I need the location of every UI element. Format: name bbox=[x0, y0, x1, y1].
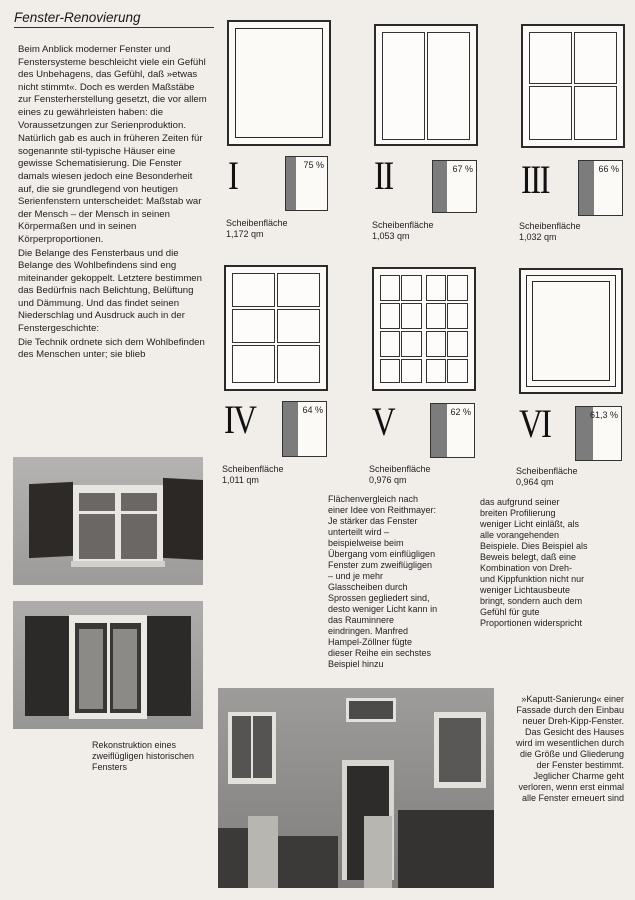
caption-value: 0,964 qm bbox=[516, 477, 554, 487]
reconstructed-window-photo bbox=[13, 601, 203, 729]
caption-label: Scheibenfläche bbox=[519, 221, 581, 231]
glass-area-caption bbox=[372, 220, 434, 242]
glass-area-caption bbox=[369, 464, 431, 486]
frame-share-fill bbox=[433, 161, 447, 212]
window-numeral: II bbox=[374, 153, 393, 198]
frame-share-fill bbox=[431, 404, 447, 457]
intro-paragraph: Die Technik ordnete sich dem Wohlbefinden des Menschen unter; sie blieb bbox=[18, 336, 205, 361]
glass-ratio-box bbox=[575, 406, 622, 461]
frame-share-fill bbox=[579, 161, 594, 215]
glass-area-caption bbox=[222, 464, 284, 486]
window-numeral: IV bbox=[224, 397, 256, 442]
glass-percent: 66 % bbox=[598, 164, 619, 174]
glass-ratio-box bbox=[432, 160, 477, 213]
caption-value: 1,053 qm bbox=[372, 231, 410, 241]
caption-value: 1,172 qm bbox=[226, 229, 264, 239]
facade-caption: »Kaputt-Sanierung« einer Fassade durch den Einbau neuer Dreh-Kipp-Fenster. Das Gesicht des Hauses wird im wesentlichen durch die Größe und Gliederung der Fenster bestimmt. Jeglicher Charme geht verloren, wenn erst einmal alle Fenster erneuert sind bbox=[515, 694, 624, 803]
glass-ratio-box bbox=[282, 401, 327, 457]
photo-caption: Rekonstruktion eines zweiflügligen historischen Fensters bbox=[92, 740, 195, 772]
comparison-note: Flächenvergleich nach einer Idee von Reithmayer: Je stärker das Fenster unterteilt wird – beispielweise beim Übergang vom einflügligen Fenster zum zweiflügligen – und je mehr Glasscheiben durch Sprossen gegliedert sind, desto weniger Licht kann in das Rauminnere eindringen. Manfred Hampel-Zöllner fügte dieser Reihe ein sechstes Beispiel hinzu bbox=[328, 494, 438, 669]
glass-area-caption bbox=[226, 218, 288, 240]
frame-share-fill bbox=[286, 157, 296, 210]
frame-share-fill bbox=[283, 402, 298, 456]
glass-ratio-box bbox=[430, 403, 475, 458]
glass-area-caption bbox=[516, 466, 578, 488]
window-drawing-1 bbox=[227, 20, 331, 146]
glass-percent: 62 % bbox=[450, 407, 471, 417]
intro-text bbox=[18, 44, 210, 362]
intro-paragraph: Die Belange des Fensterbaus und die Belange des Wohlbefindens sind eng miteinander gekoppelt. Letztere bestimmen das Bedürfnis nach Belichtung, Belüftung und Dämmung. Und das findet seinen Niederschlag und Ausdruck auch in der Fenstergeschichte: bbox=[18, 247, 202, 335]
window-drawing-4 bbox=[224, 265, 328, 391]
glass-area-caption bbox=[519, 221, 581, 243]
window-drawing-5 bbox=[372, 267, 476, 391]
window-numeral: III bbox=[521, 157, 549, 202]
intro-paragraph: Natürlich gab es auch in früheren Zeiten für sogenannte stil-typische Häuser eine gewisse Schematisierung. Die Fenster damals wiesen jedoch eine Besonderheit auf, die sie grundlegend von heutigen Serienfenstern unterscheidet: Maßstab war der Mensch – der Mensch in seinen Körpermaßen und in seinen Körperproportionen. bbox=[18, 133, 203, 245]
caption-label: Scheibenfläche bbox=[372, 220, 434, 230]
window-numeral: VI bbox=[519, 401, 551, 446]
page-heading: Fenster-Renovierung bbox=[14, 10, 214, 28]
window-drawing-6 bbox=[519, 268, 623, 394]
caption-label: Scheibenfläche bbox=[369, 464, 431, 474]
glass-percent: 67 % bbox=[452, 164, 473, 174]
caption-label: Scheibenfläche bbox=[226, 218, 288, 228]
window-drawing-3 bbox=[521, 24, 625, 148]
window-numeral: I bbox=[228, 153, 238, 198]
caption-label: Scheibenfläche bbox=[516, 466, 578, 476]
facade-photo bbox=[218, 688, 494, 888]
glass-percent: 61,3 % bbox=[589, 410, 618, 420]
caption-value: 0,976 qm bbox=[369, 475, 407, 485]
glass-percent: 75 % bbox=[303, 160, 324, 170]
comparison-note-continued: das aufgrund seiner breiten Profilierung weniger Licht einläßt, als alle vorangehenden Beispiele. Dies Beispiel als Beweis belegt, daß eine Kombination von Dreh- und Kippfunktion nicht nur weniger Lichtausbeute bringt, sondern auch dem Gefühl für gute Proportionen widerspricht bbox=[480, 497, 588, 628]
window-drawing-2 bbox=[374, 24, 478, 146]
intro-paragraph: Beim Anblick moderner Fenster und Fenstersysteme beschleicht viele ein Gefühl des Unbehagens, das Gefühl, daß »etwas nicht stimmt«. Doch es werden Maßstäbe zur Fensterherstellung gesetzt, die vor allem eines zu gewährleisten haben: die Voraussetzungen zur Serienproduktion. bbox=[18, 44, 207, 131]
caption-value: 1,011 qm bbox=[222, 475, 259, 485]
caption-label: Scheibenfläche bbox=[222, 464, 284, 474]
glass-percent: 64 % bbox=[302, 405, 323, 415]
window-numeral: V bbox=[372, 399, 395, 444]
caption-value: 1,032 qm bbox=[519, 232, 557, 242]
shutter-window-photo bbox=[13, 457, 203, 585]
glass-ratio-box bbox=[578, 160, 623, 216]
glass-ratio-box bbox=[285, 156, 328, 211]
